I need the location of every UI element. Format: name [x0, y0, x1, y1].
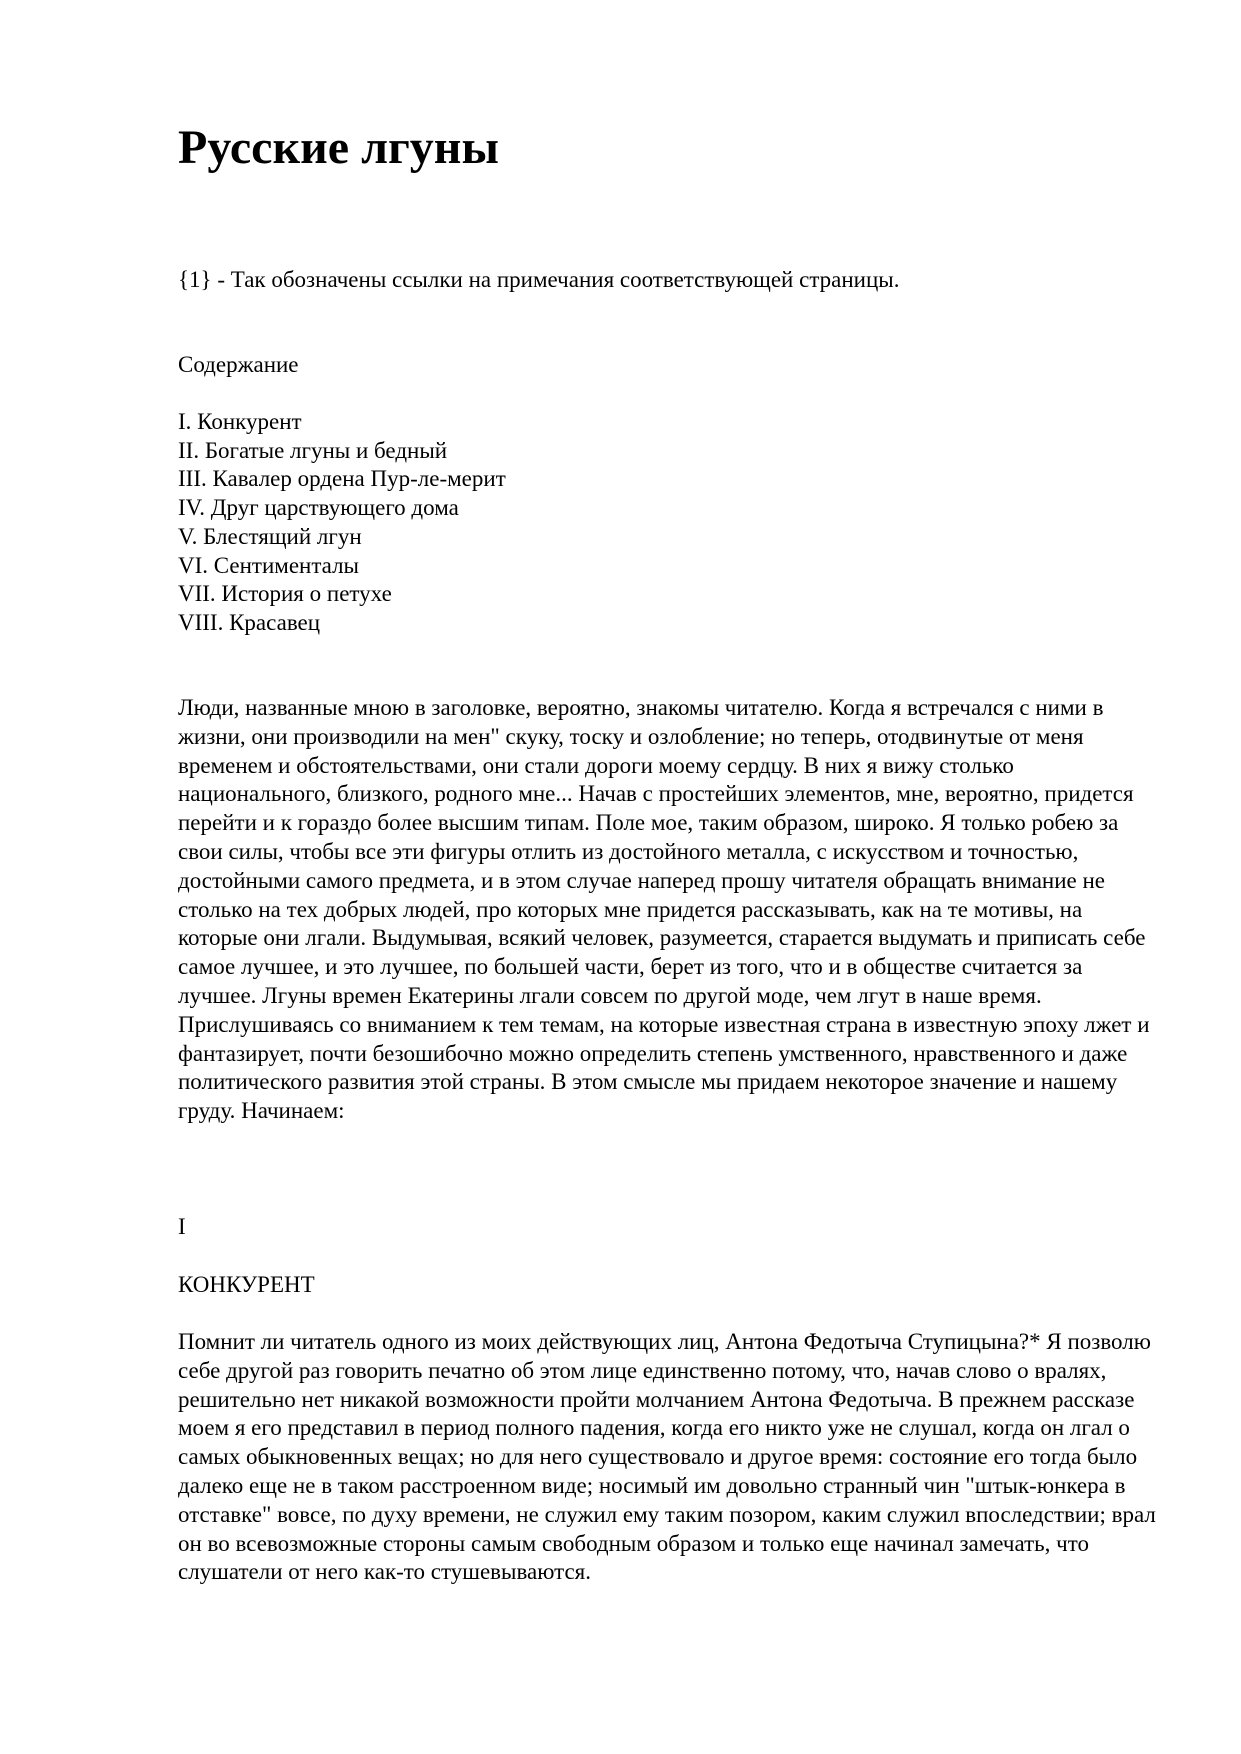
toc-item: IV. Друг царствующего дома	[178, 495, 459, 521]
intro-paragraph: Люди, названные мною в заголовке, вероятно, знакомы читателю. Когда я встречался с ними в жизни, они производили на мен" скуку, тоску и озлобление; но теперь, отодвинутые от меня временем и обстоятельствами, они стали дороги моему сердцу. В них я вижу столько национального, близкого, родного мне... Начав с простейших элементов, мне, вероятно, придется перейти и к гораздо более высшим типам. Поле мое, таким образом, широко. Я только робею за свои силы, чтобы все эти фигуры отлить из достойного металла, с искусством и точностью, достойными самого предмета, и в этом случае наперед прошу читателя обращать внимание не столько на тех добрых людей, про которых мне придется рассказывать, как на те мотивы, на которые они лгали. Выдумывая, всякий человек, разумеется, старается выдумать и приписать себе самое лучшее, и это лучшее, по большей части, берет из того, что и в обществе считается за лучшее. Лгуны времен Екатерины лгали совсем по другой моде, чем лгут в наше время. Прислушиваясь со вниманием к тем темам, на которые известная страна в известную эпоху лжет и фантазирует, почти безошибочно можно определить степень умственного, нравственного и даже политического развития этой страны. В этом смысле мы придаем некоторое значение и нашему груду. Начинаем:	[178, 695, 1150, 1124]
toc-item: III. Кавалер ордена Пур-ле-мерит	[178, 466, 506, 492]
toc-item: II. Богатые лгуны и бедный	[178, 437, 448, 463]
document-title: Русские лгуны	[178, 121, 499, 174]
toc-item: V. Блестящий лгун	[178, 523, 362, 549]
toc-item: VI. Сентименталы	[178, 552, 360, 578]
chapter-number: I	[178, 1214, 186, 1239]
toc-item: VIII. Красавец	[178, 609, 321, 635]
contents-heading: Содержание	[178, 352, 299, 377]
toc-item: I. Конкурент	[178, 409, 302, 434]
chapter-title: КОНКУРЕНТ	[178, 1272, 315, 1297]
chapter-paragraph: Помнит ли читатель одного из моих действующих лиц, Антона Федотыча Ступицына?* Я позволю себе другой раз говорить печатно об этом лице единственно потому, что, начав слово о вралях, решительно нет никакой возможности пройти молчанием Антона Федотыча. В прежнем рассказе моем я его представил в период полного падения, когда его никто уже не слушал, когда он лгал о самых обыкновенных вещах; но для него существовало и другое время: состояние его тогда было далеко еще не в таком расстроенном виде; носимый им довольно странный чин "штык-юнкера в отставке" вовсе, по духу времени, не служил ему таким позором, каким служил впоследствии; врал он во всевозможные стороны самым свободным образом и только еще начинал замечать, что слушатели от него как-то стушевываются.	[178, 1329, 1156, 1585]
footnote-legend: {1} - Так обозначены ссылки на примечания соответствующей страницы.	[178, 267, 900, 292]
toc-item: VII. История о петухе	[178, 581, 392, 607]
table-of-contents	[178, 408, 506, 638]
